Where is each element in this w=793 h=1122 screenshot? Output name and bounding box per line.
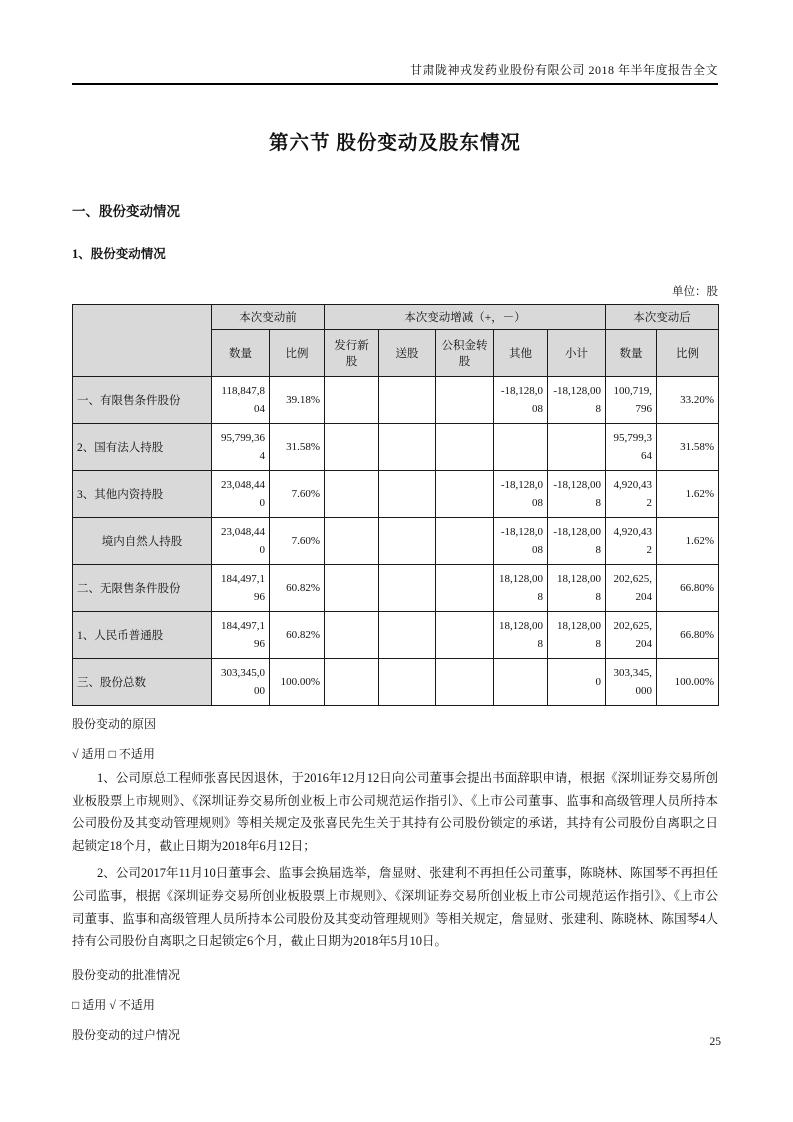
table-cell: 66.80% (657, 612, 719, 659)
table-head (73, 305, 719, 377)
table-cell (325, 518, 379, 565)
row-label: 一、有限售条件股份 (73, 377, 212, 424)
unit-label: 单位：股 (672, 286, 718, 298)
table-sub-header-6: 小计 (548, 330, 606, 377)
table-cell (436, 518, 494, 565)
page-number: 25 (709, 1036, 721, 1048)
table-row (73, 471, 719, 518)
table-cell (379, 612, 436, 659)
table-sub-header-1: 比例 (270, 330, 325, 377)
table-cell (436, 659, 494, 706)
table-cell (436, 565, 494, 612)
table-cell (436, 377, 494, 424)
reason-applicable-checkboxes: √ 适用 □ 不适用 (72, 747, 155, 761)
approval-label: 股份变动的批准情况 (72, 967, 181, 982)
row-label: 1、人民币普通股 (73, 612, 212, 659)
table-cell: -18,128,008 (548, 518, 606, 565)
table-cell: 100.00% (657, 659, 719, 706)
table-cell: -18,128,008 (548, 471, 606, 518)
table-cell: 31.58% (657, 424, 719, 471)
table-cell: 4,920,432 (606, 518, 657, 565)
table-sub-header-4: 公积金转股 (436, 330, 494, 377)
table-row (73, 659, 719, 706)
table-cell: 184,497,196 (212, 565, 270, 612)
table-cell: 4,920,432 (606, 471, 657, 518)
table-cell: 0 (548, 659, 606, 706)
table-group-header-1: 本次变动增减（+，－） (325, 305, 606, 330)
reason-label: 股份变动的原因 (72, 717, 157, 731)
table-cell: 100,719,796 (606, 377, 657, 424)
table-cell: 7.60% (270, 471, 325, 518)
page-content (72, 0, 718, 1043)
table-sub-header-3: 送股 (379, 330, 436, 377)
table-row (73, 612, 719, 659)
table-cell: 18,128,008 (494, 612, 548, 659)
table-cell: 60.82% (270, 612, 325, 659)
table-row (73, 518, 719, 565)
table-cell (436, 471, 494, 518)
table-cell (325, 565, 379, 612)
table-cell: 100.00% (270, 659, 325, 706)
reason-paragraph-2: 2、公司2017年11月10日董事会、监事会换届选举，詹显财、张建利不再担任公司董事，陈晓林、陈国琴不再担任公司监事，根据《深圳证券交易所创业板股票上市规则》、《深圳证券交易所创业板上市公司规范运作指引》、《上市公司董事、监事和高级管理人员所持本公司股份及其变动管理规则》等相关规定，詹显财、张建利、陈晓林、陈国琴4人持有公司股份自离职之日起锁定6个月，截止日期为2018年5月10日。 (72, 866, 718, 949)
table-cell (379, 565, 436, 612)
chapter-title: 第六节 股份变动及股东情况 (269, 133, 521, 154)
table-cell (379, 377, 436, 424)
table-cell: 95,799,364 (212, 424, 270, 471)
transfer-label: 股份变动的过户情况 (72, 1027, 181, 1042)
table-cell (325, 612, 379, 659)
table-cell: 184,497,196 (212, 612, 270, 659)
subsection-heading: 1、股份变动情况 (72, 247, 166, 261)
table-cell (436, 424, 494, 471)
table-cell: -18,128,008 (494, 377, 548, 424)
table-cell (325, 377, 379, 424)
reason-paragraph-1: 1、公司原总工程师张喜民因退休，于2016年12月12日向公司董事会提出书面辞职申请，根据《深圳证券交易所创业板股票上市规则》、《深圳证券交易所创业板上市公司规范运作指引》、《上市公司董事、监事和高级管理人员所持本公司股份及其变动管理规则》等相关规定及张喜民先生关于其持有公司股份锁定的承诺，其持有公司股份自离职之日起锁定18个月，截止日期为2018年6月12日； (72, 771, 718, 853)
table-row (73, 565, 719, 612)
table-sub-header-8: 比例 (657, 330, 719, 377)
table-cell: -18,128,008 (548, 377, 606, 424)
row-label: 三、股份总数 (73, 659, 212, 706)
table-group-header-2: 本次变动后 (606, 305, 719, 330)
table-row (73, 424, 719, 471)
row-label: 二、无限售条件股份 (73, 565, 212, 612)
table-cell: -18,128,008 (494, 471, 548, 518)
table-cell: 118,847,804 (212, 377, 270, 424)
table-group-header-0: 本次变动前 (212, 305, 325, 330)
table-cell: 23,048,440 (212, 518, 270, 565)
table-cell: 23,048,440 (212, 471, 270, 518)
table-cell (379, 518, 436, 565)
table-cell: 7.60% (270, 518, 325, 565)
section-heading: 一、股份变动情况 (72, 204, 180, 219)
table-cell: 18,128,008 (548, 565, 606, 612)
table-cell (548, 424, 606, 471)
table-sub-header-2: 发行新股 (325, 330, 379, 377)
table-cell (379, 659, 436, 706)
table-cell: 33.20% (657, 377, 719, 424)
table-cell: 95,799,364 (606, 424, 657, 471)
table-cell (325, 659, 379, 706)
table-corner-cell (73, 305, 212, 377)
table-cell (494, 424, 548, 471)
table-cell: 39.18% (270, 377, 325, 424)
table-sub-header-7: 数量 (606, 330, 657, 377)
table-cell: 1.62% (657, 471, 719, 518)
table-cell: 31.58% (270, 424, 325, 471)
table-cell: -18,128,008 (494, 518, 548, 565)
table-cell: 18,128,008 (494, 565, 548, 612)
table-cell (436, 612, 494, 659)
table-cell (325, 471, 379, 518)
table-cell: 303,345,000 (212, 659, 270, 706)
table-cell (325, 424, 379, 471)
table-cell (494, 659, 548, 706)
table-cell (379, 471, 436, 518)
table-cell: 202,625,204 (606, 612, 657, 659)
approval-applicable-checkboxes: □ 适用 √ 不适用 (72, 997, 155, 1012)
table-sub-header-5: 其他 (494, 330, 548, 377)
table-cell: 303,345,000 (606, 659, 657, 706)
table-cell: 60.82% (270, 565, 325, 612)
table-cell: 202,625,204 (606, 565, 657, 612)
table-sub-header-0: 数量 (212, 330, 270, 377)
row-label: 3、其他内资持股 (73, 471, 212, 518)
table-cell (379, 424, 436, 471)
running-header (72, 0, 718, 85)
table-cell: 1.62% (657, 518, 719, 565)
row-label: 2、国有法人持股 (73, 424, 212, 471)
table-cell: 66.80% (657, 565, 719, 612)
share-change-table (72, 304, 719, 706)
table-cell: 18,128,008 (548, 612, 606, 659)
row-label: 境内自然人持股 (73, 518, 212, 565)
table-row (73, 377, 719, 424)
table-body (73, 377, 719, 706)
running-header-text: 甘肃陇神戎发药业股份有限公司 2018 年半年度报告全文 (409, 63, 718, 77)
